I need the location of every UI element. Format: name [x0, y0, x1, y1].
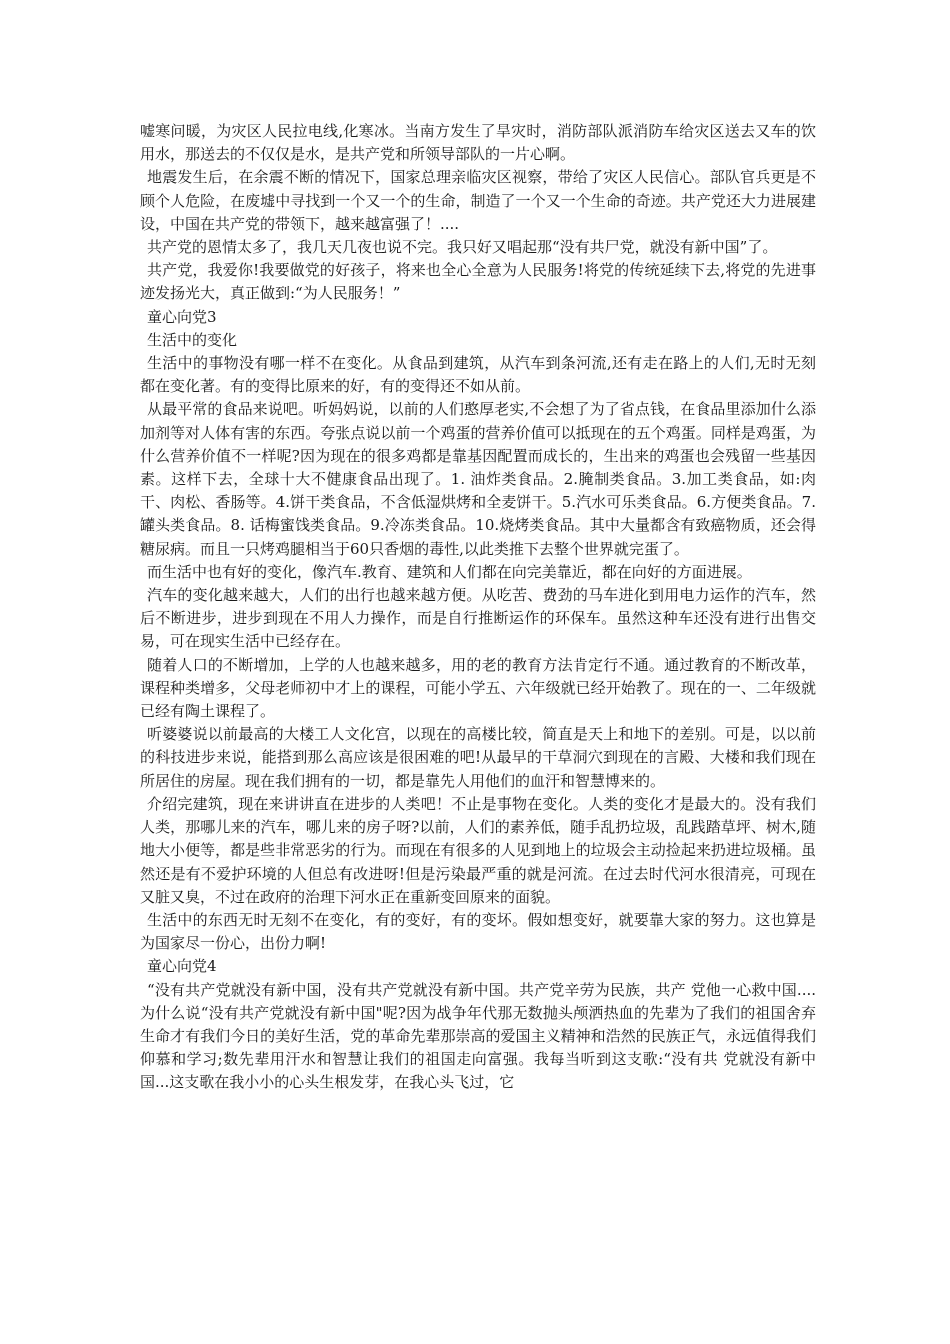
- section-subtitle: 生活中的变化: [147, 330, 238, 349]
- paragraph: “没有共产党就没有新中国，没有共产党就没有新中国。共产党辛劳为民族，共产 党他一心救中国....为什么说“没有共产党就没有新中国"呢?因为战争年代那无数抛头颅洒热血的先辈为了我们的祖国舍弃生命才有我们今日的美好生活，党的革命先辈那崇高的爱国主义精神和浩然的民族正气，永远值得我们仰慕和学习;数先辈用汗水和智慧让我们的祖国走向富强。我每当听到这支歌:“没有共 党就没有新中国...这支歌在我小小的心头生根发芽，在我心头飞过，它: [140, 980, 816, 1092]
- paragraph: 生活中的东西无时无刻不在变化，有的变好，有的变坏。假如想变好，就要靠大家的努力。这也算是为国家尽一份心，出份力啊!: [140, 910, 816, 953]
- paragraph: 嘘寒问暖，为灾区人民拉电线,化寒冰。当南方发生了旱灾时，消防部队派消防车给灾区送去又车的饮用水，那送去的不仅仅是水，是共产党和所领导部队的一片心啊。: [140, 122, 816, 164]
- paragraph: 听婆婆说以前最高的大楼工人文化宫，以现在的高楼比较，简直是天上和地下的差别。可是，以以前的科技进步来说，能搭到那么高应该是很困难的吧!从最早的干草洞穴到现在的言殿、大楼和我们现在所居住的房屋。现在我们拥有的一切，都是靠先人用他们的血汗和智慧博来的。: [140, 725, 816, 790]
- paragraph: 从最平常的食品来说吧。听妈妈说，以前的人们憨厚老实,不会想了为了省点钱，在食品里添加什么添加剂等对人体有害的东西。夸张点说以前一个鸡蛋的营养价值可以抵现在的五个鸡蛋。同样是鸡蛋，为什么营养价值不一样呢?因为现在的很多鸡都是靠基因配置而成长的，生出来的鸡蛋也会残留一些基因素。这样下去，全球十大不健康食品出现了。1. 油炸类食品。2.腌制类食品。3.加工类食品，如:肉干、肉松、香肠等。4.饼干类食品，不含低湿烘烤和全麦饼干。5.汽水可乐类食品。6.方便类食品。7.罐头类食品。8. 话梅蜜饯类食品。9.冷冻类食品。10.烧烤类食品。其中大量都含有致癌物质，还会得糖尿病。而且一只烤鸡腿相当于60只香烟的毒性,以此类推下去整个世界就完蛋了。: [140, 400, 816, 558]
- paragraph: 地震发生后，在余震不断的情况下，国家总理亲临灾区视察，带给了灾区人民信心。部队官兵更是不顾个人危险，在废墟中寻找到一个又一个的生命，制造了一个又一个生命的奇迹。共产党还大力进展建设，中国在共产党的带领下，越来越富强了！....: [140, 168, 816, 233]
- paragraph: 生活中的事物没有哪一样不在变化。从食品到建筑，从汽车到条河流,还有走在路上的人们,无时无刻都在变化著。有的变得比原来的好，有的变得还不如从前。: [140, 354, 816, 396]
- paragraph: 汽车的变化越来越大，人们的出行也越来越方便。从吃苦、费劲的马车进化到用电力运作的汽车，然后不断进步，进步到现在不用人力操作，而是自行推断运作的环保车。虽然这种车还没有进行出售交易，可在现实生活中已经存在。: [140, 586, 816, 651]
- paragraph: 共产党的恩情太多了，我几天几夜也说不完。我只好又唱起那“没有共尸党，就没有新中国”了。: [147, 238, 778, 257]
- section-heading: 童心向党4: [147, 957, 217, 976]
- paragraph: 介绍完建筑，现在来讲讲直在进步的人类吧！不止是事物在变化。人类的变化才是最大的。没有我们人类，那哪儿来的汽车，哪儿来的房子呀?以前，人们的素养低，随手乱扔垃圾，乱践踏草坪、树木,随地大小便等，都是些非常恶劣的行为。而现在有很多的人见到地上的垃圾会主动捡起来扔进垃圾桶。虽然还是有不爱护环境的人但总有改进呀!但是污染最严重的就是河流。在过去时代河水很清亮，可现在又脏又臭，不过在政府的治理下河水正在重新变回原来的面貌。: [140, 794, 816, 906]
- paragraph: 随着人口的不断增加，上学的人也越来越多，用的老的教育方法肯定行不通。通过教育的不断改革，课程种类增多，父母老师初中才上的课程，可能小学五、六年级就已经开始教了。现在的一、二年级就已经有陶土课程了。: [140, 655, 816, 721]
- paragraph: 共产党，我爱你!我要做党的好孩子，将来也全心全意为人民服务!将党的传统延续下去,将党的先进事迹发扬光大，真正做到:“为人民服务！”: [140, 261, 816, 303]
- document-page: [140, 120, 816, 1095]
- paragraph: 而生活中也有好的变化，像汽车.教育、建筑和人们都在向完美靠近，都在向好的方面进展。: [147, 562, 752, 581]
- section-heading: 童心向党3: [147, 307, 217, 326]
